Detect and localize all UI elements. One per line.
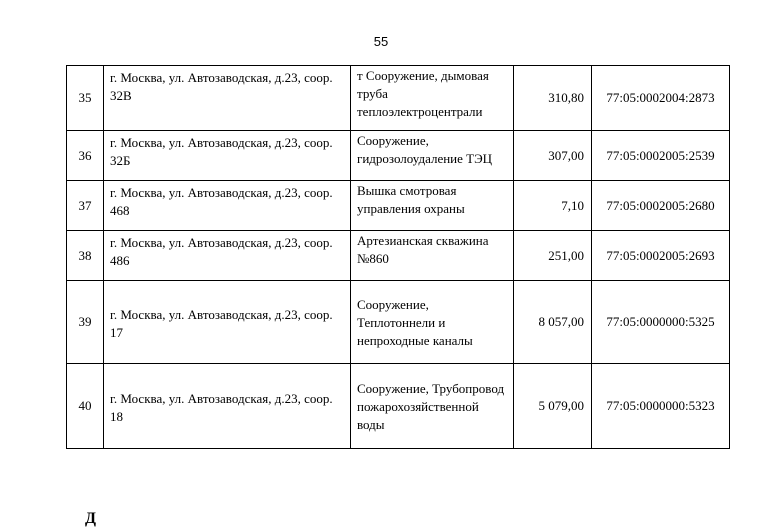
row-number: 39 (67, 281, 104, 364)
row-object-name: т Сооружение, дымовая труба теплоэлектроцентрали (351, 66, 514, 131)
row-object-name: Сооружение, Трубопровод пожарохозяйственной воды (351, 364, 514, 449)
row-cadastral-number: 77:05:0002005:2539 (592, 131, 730, 181)
row-cadastral-number: 77:05:0000000:5323 (592, 364, 730, 449)
property-table (66, 65, 730, 449)
row-object-name: Сооружение, гидрозолоудаление ТЭЦ (351, 131, 514, 181)
row-object-name: Сооружение, Теплотоннели и непроходные каналы (351, 281, 514, 364)
row-area: 307,00 (514, 131, 592, 181)
row-area: 310,80 (514, 66, 592, 131)
row-number: 40 (67, 364, 104, 449)
table-row (67, 364, 730, 449)
row-cadastral-number: 77:05:0002004:2873 (592, 66, 730, 131)
row-address: г. Москва, ул. Автозаводская, д.23, соор. 18 (104, 364, 351, 449)
row-cadastral-number: 77:05:0000000:5325 (592, 281, 730, 364)
row-address: г. Москва, ул. Автозаводская, д.23, соор. 468 (104, 181, 351, 231)
row-object-name: Артезианская скважина №860 (351, 231, 514, 281)
row-address: г. Москва, ул. Автозаводская, д.23, соор. 32В (104, 66, 351, 131)
table-row (67, 231, 730, 281)
row-area: 251,00 (514, 231, 592, 281)
row-number: 38 (67, 231, 104, 281)
row-area: 7,10 (514, 181, 592, 231)
page-number: 55 (373, 34, 389, 49)
row-address: г. Москва, ул. Автозаводская, д.23, соор. 486 (104, 231, 351, 281)
row-address: г. Москва, ул. Автозаводская, д.23, соор. 32Б (104, 131, 351, 181)
next-paragraph-fragment: Д (85, 510, 97, 527)
table-row (67, 131, 730, 181)
row-cadastral-number: 77:05:0002005:2680 (592, 181, 730, 231)
row-cadastral-number: 77:05:0002005:2693 (592, 231, 730, 281)
row-area: 5 079,00 (514, 364, 592, 449)
row-number: 36 (67, 131, 104, 181)
row-area: 8 057,00 (514, 281, 592, 364)
row-address: г. Москва, ул. Автозаводская, д.23, соор. 17 (104, 281, 351, 364)
row-number: 35 (67, 66, 104, 131)
table-row (67, 66, 730, 131)
row-object-name: Вышка смотровая управления охраны (351, 181, 514, 231)
row-number: 37 (67, 181, 104, 231)
table-row (67, 181, 730, 231)
table-row (67, 281, 730, 364)
